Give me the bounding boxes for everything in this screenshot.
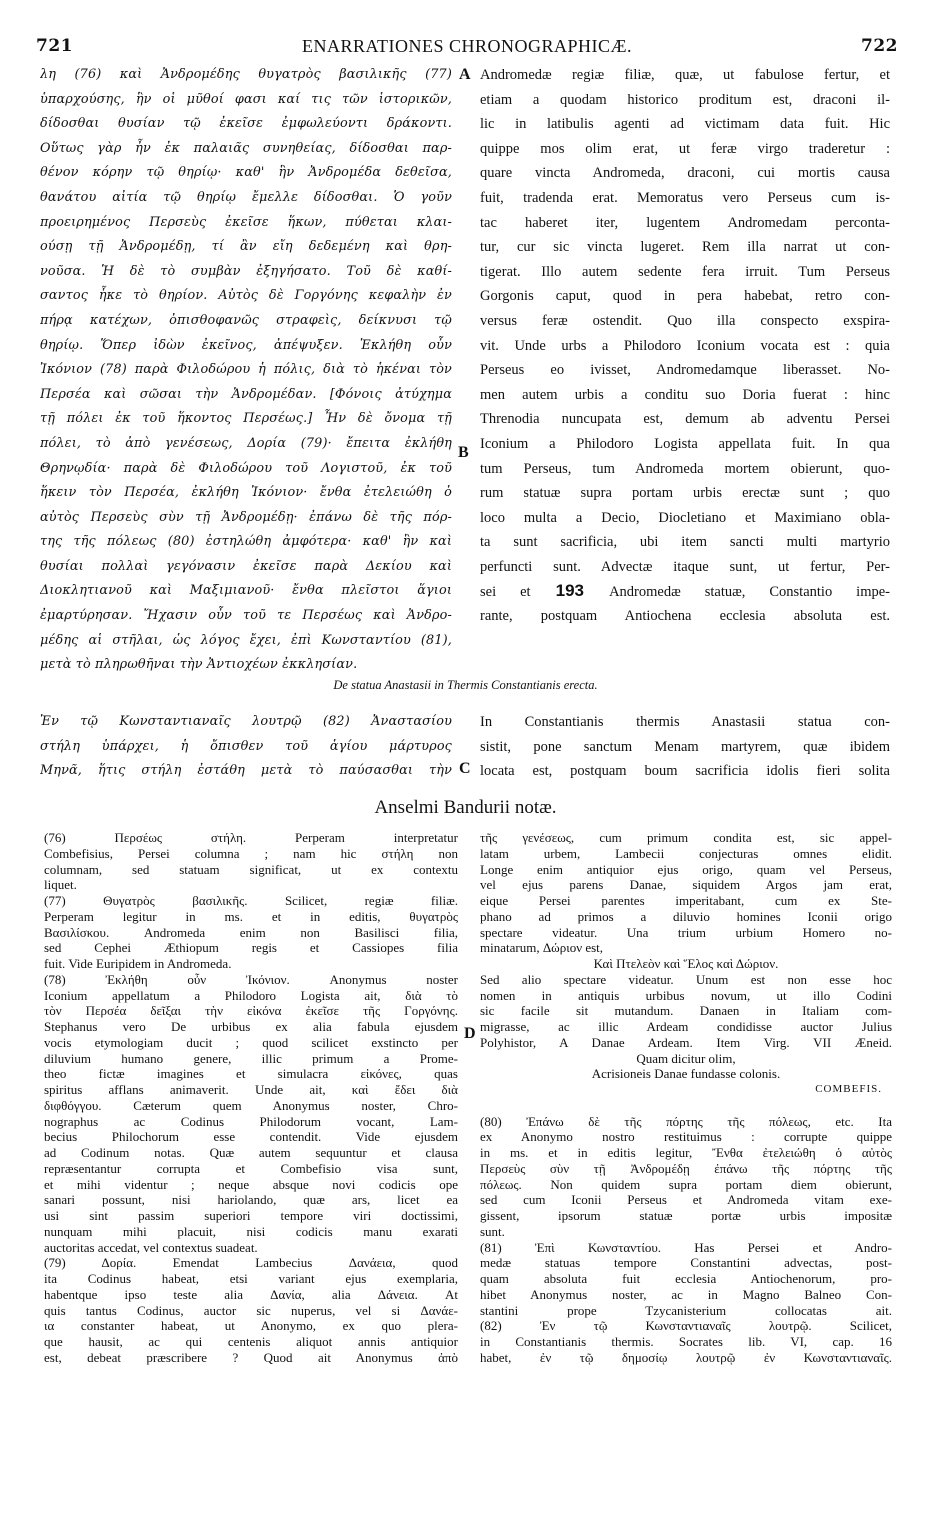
running-header (36, 36, 898, 58)
note-line: est, debeat præscribere ? Quod ait Anonymus ἀπὸ (44, 1349, 458, 1365)
note-line: sed cum Iconii Perseus et Andromeda vitam exe- (480, 1192, 892, 1208)
latin-line: rum statuæ supra portam urbis erectæ sunt ; quo (480, 485, 890, 502)
note-line: phano ad primos a diluvio homines Iconii origo (480, 908, 892, 924)
greek-line: πόλει, τὸ ἀπὸ γενέσεως, Δορία (79)· ἔπειτα ἐκλήθη (40, 435, 452, 451)
note-line: auctoritas accedat, vel contextus suadeat. (44, 1239, 258, 1255)
note-line: τῆς γενέσεως, cum primum condita est, sic appel- (480, 830, 892, 845)
note-line: Βασιλίσκου. Andromeda enim non Basilisci filia, (44, 924, 458, 940)
greek-line: Θρηνῳδία· παρὰ δὲ Φιλοδώρου τοῦ Λογιστοῦ, ἐκ τοῦ (40, 460, 452, 476)
margin-letter-c: C (459, 760, 471, 777)
latin-line: vit. Unde urbs a Philodoro Iconium vocata est : quia (480, 337, 890, 354)
section-latin-line: locata est, postquam boum sacrificia idolis fieri solita (480, 763, 890, 780)
note-line: becius Philochorum esse contendit. Vide ejusdem (44, 1129, 458, 1145)
note-line: columnam, sed statuam significat, ut ex contextu (44, 861, 458, 877)
note-line: Longe enim antiquior ejus origo, quam vel Perseus, (480, 861, 892, 877)
note-line: sic facile sit mutandum. Danaen in Italiam com- (480, 1003, 892, 1019)
greek-line: Ἰκόνιον (78) παρὰ Φιλοδώρου ἡ πόλις, διὰ τὸ ἡκέναι τὸν (40, 362, 452, 378)
margin-letter-a: A (459, 66, 471, 83)
note-line: usi sint passim superiori tempore viri doctissimi, (44, 1208, 458, 1223)
note-line: (82) Ἐν τῷ Κωνσταντιαναῖς λουτρῷ. Scilicet, (480, 1318, 892, 1334)
note-line: spiritus afflans animaverit. Unde ait, καὶ ἔδει διὰ (44, 1082, 458, 1097)
greek-line: θυσίαι πολλαὶ γεγόνασιν ἐκεῖσε παρὰ Δεκίου καὶ (40, 558, 452, 574)
section-latin-line: sistit, pone sanctum Menam martyrem, quæ ibidem (480, 738, 890, 755)
greek-line: θανάτου αἰτία τῷ θηρίῳ ἔμελλε δίδοσθαι. Ὁ γοῦν (40, 189, 452, 205)
notes-left-column (44, 830, 458, 1366)
note-line: in Constantianis thermis. Socrates lib. VI, cap. 16 (480, 1334, 892, 1349)
latin-line: perfuncti sunt. Advectæ itaque sunt, ut fertur, Per- (480, 558, 890, 575)
greek-line: Οὕτως γὰρ ἦν ἐκ παλαιᾶς συνηθείας, δίδοσθαι παρ- (40, 140, 452, 156)
note-line: diluvium humano genere, illic primum a Prome- (44, 1050, 458, 1066)
greek-line: τῇ πόλει ἐκ τοῦ ἥκοντος Περσέως.] Ἦν δὲ ὄνομα τῇ (40, 411, 452, 427)
greek-line: αὐτὸς Περσεὺς σὺν τῇ Ἀνδρομέδῃ· ἐπάνω δὲ τῆς πόρ- (40, 509, 452, 525)
latin-line: tac haberet iter, lugentem Andromedam perconta- (480, 214, 890, 231)
section-latin-line: In Constantianis thermis Anastasii statua con- (480, 714, 890, 730)
section-greek-line: στήλη ὑπάρχει, ἡ ὄπισθεν τοῦ ἁγίου μάρτυρος (40, 738, 452, 754)
greek-line: σαντος ἧκε τὸ θηρίον. Αὐτὸς δὲ Γοργόνης κεφαλὴν ἐν (40, 288, 452, 304)
note-line: liquet. (44, 877, 77, 893)
note-line: fuit. Vide Euripidem in Andromeda. (44, 956, 232, 971)
latin-line: etiam a quodam historico proditum est, draconi il- (480, 91, 890, 108)
note-line: spectare videatur. Una trium urbium Homero no- (480, 924, 892, 940)
note-line: Acrisioneis Danae fundasse colonis. (591, 1066, 781, 1082)
note-line: (80) Ἐπάνω δὲ τῆς πόρτης τῆς πόλεως, etc. Ita (480, 1113, 892, 1129)
latin-line: loco multa a Decio, Diocletiano et Maximiano obla- (480, 509, 890, 526)
margin-letter-d: D (464, 1025, 476, 1042)
note-line: habet, ἐν τῷ δημοσίῳ λουτρῷ ἐν Κωνσταντιαναῖς. (480, 1349, 892, 1365)
latin-line-part: Andromedæ statuæ, Constantio impe- (609, 584, 890, 601)
latin-line: versus feræ ostendit. Quo illa conspecto exspira- (480, 312, 890, 329)
note-line: Stephanus vero De urbibus ex alia fabula ejusdem (44, 1019, 458, 1034)
note-line: migrasse, ac illic Ardeam condidisse auctor Julius (480, 1019, 892, 1034)
note-line: (79) Δορία. Emendat Lambecius Δανάεια, quod (44, 1255, 458, 1271)
latin-line-part: sei et (480, 584, 531, 601)
note-line: (76) Περσέως στήλη. Perperam interpretatur (44, 830, 458, 845)
latin-line: fuit, tradenda erat. Memoratus vero Perseus cum is- (480, 189, 890, 206)
note-line: Περσεὺς σὺν τῇ Ἀνδρομέδῃ ἐπάνω τῆς πόρτης τῆς (480, 1160, 892, 1176)
greek-line: ὑπαρχούσης, ἣν οἱ μῦθοί φασι καί τις τῶν ἱστορικῶν, (40, 91, 452, 107)
note-line: nographus ac Codinus Philodorum vocant, Lam- (44, 1113, 458, 1129)
greek-line: νοῦσα. Ἡ δὲ τὸ συμβὰν ἐξηγήσατο. Τοῦ δὲ καθί- (40, 263, 452, 279)
note-line: sanari possunt, nisi hariolando, quæ ars, licet ea (44, 1192, 458, 1208)
latin-line: tum Perseus, tum Andromeda mortem obierunt, quo- (480, 460, 890, 477)
note-line: (81) Ἐπὶ Κωνσταντίου. Has Persei et Andro- (480, 1239, 892, 1255)
note-line: latam urbem, Lambecii conjecturas omnes elidit. (480, 845, 892, 861)
latin-line: Iconium a Philodoro Logista appellata fuit. In qua (480, 435, 890, 452)
margin-letter-b: B (458, 444, 469, 461)
greek-line: Διοκλητιανοῦ καὶ Μαξιμιανοῦ· ἔνθα πλεῖστοι ἅγιοι (40, 583, 452, 599)
section-greek-line: Ἐν τῷ Κωνσταντιαναῖς λουτρῷ (82) Ἀναστασίου (40, 714, 452, 729)
latin-line (480, 579, 890, 604)
note-line: medæ statuas tempore Constantini advectas, post- (480, 1255, 892, 1271)
note-line: vel ejus parens Danae, siquidem Argos jam erat, (480, 877, 892, 893)
note-line: repræsentantur corrupta et Combefisio visa sunt, (44, 1160, 458, 1176)
latin-line: Gorgonis caput, quod in pera habebat, retro con- (480, 288, 890, 305)
page-number-right: 722 (861, 36, 898, 56)
latin-line: lic in latibulis agenti ad victimam data fuit. Hic (480, 116, 890, 133)
latin-line: Threnodia nuncupata est, demum ab adventu Persei (480, 411, 890, 428)
note-line: que hausit, ac qui centenis aliquot annis antiquior (44, 1334, 458, 1349)
note-line: ad Codinum notas. Quæ autem sequuntur et clausa (44, 1145, 458, 1160)
latin-line: men autem urbis a conditu suo Doria fuerat : hinc (480, 386, 890, 403)
note-line: Sed alio spectare videatur. Unum est non esse hoc (480, 971, 892, 987)
greek-line: Περσέα καὶ σῶσαι τὴν Ἀνδρομέδαν. [Φόνοις ἀτύχημα (40, 386, 452, 402)
greek-line: θηρίῳ. Ὅπερ ἰδὼν ἐκεῖνος, ἀπέψυξεν. Ἐκλήθη οὖν (40, 337, 452, 353)
note-line: Perperam legitur in ms. et in editis, θυγατρὸς (44, 908, 458, 924)
note-line: Iconium appellatum a Philodoro Logista ait, διὰ τὸ (44, 987, 458, 1003)
notes-title: Anselmi Bandurii notæ. (374, 797, 557, 818)
note-line: sunt. (480, 1223, 505, 1239)
note-line: quam absoluta fuit ecclesia Antiochenorum, pro- (480, 1271, 892, 1286)
note-line: stantini prope Tzycanisterium collocatas ait. (480, 1302, 892, 1318)
note-line: habentque ipso teste alia Δανία, alia Δάνεια. At (44, 1286, 458, 1302)
note-line: theo fictæ imagines et simulacra εἰκόνες, quas (44, 1066, 458, 1082)
note-line: Quam dicitur olim, (636, 1050, 736, 1066)
greek-line: δίδοσθαι θυσίαν τῷ ἐκεῖσε ἐμφωλεύοντι δράκοντι. (40, 116, 452, 132)
latin-line: quippe mos olim erat, ut feræ virgo traderetur : (480, 140, 890, 157)
note-line: ex Anonymo nostro restituimus : corrupte quippe (480, 1129, 892, 1145)
note-line: ια constanter habeat, ut Anonymo, ex quo plera- (44, 1318, 458, 1334)
greek-line: μετὰ τὸ πληρωθῆναι τὴν Ἀντιοχέων ἐκκλησίαν. (40, 657, 358, 673)
note-line: πόλεως. Non quidem supra portam diem obierunt, (480, 1176, 892, 1192)
column-number: 193 (530, 581, 610, 601)
latin-line: rante, postquam Antiochena ecclesia absoluta est. (480, 608, 890, 625)
greek-line: προειρημένος Περσεὺς ἐκεῖσε ἥκων, πύθεται κλαι- (40, 214, 452, 230)
note-line: τὸν Περσέα δεῖξαι τὴν εἰκόνα ἐκεῖσε τῆς Γοργόνης. (44, 1003, 458, 1019)
latin-line: Perseus eo ivisset, Andromedamque liberasset. No- (480, 362, 890, 379)
note-line: sed Cephei Æthiopum regis et Cassiopes filia (44, 940, 458, 956)
greek-line: θένον κόρην τῷ θηρίῳ· καθ' ἣν Ἀνδρομέδα δεθεῖσα, (40, 165, 452, 181)
greek-line: λη (76) καὶ Ἀνδρομέδης θυγατρὸς βασιλικῆς (77) (40, 67, 452, 82)
greek-line: μέδης αἱ στῆλαι, ὡς λόγος ἔχει, ἐπὶ Κωνσταντίου (81), (40, 632, 452, 648)
latin-line: tigerat. Illo autem sedente fera irruit. Tum Perseus (480, 263, 890, 280)
note-line: Combefisius, Persei columna ; nam hic στήλη non (44, 845, 458, 861)
greek-line: της τῆς πόλεως (80) ἐστηλώθη ἀμφότερα· καθ' ἣν καὶ (40, 534, 452, 550)
latin-line: tur, cur sic vincta lugeret. Rem illa narrat ut con- (480, 239, 890, 256)
page-number-left: 721 (36, 36, 73, 56)
latin-text-column (480, 63, 890, 629)
section-greek-text (40, 710, 452, 784)
section-latin-text (480, 710, 890, 784)
note-line: in ms. et in editis legitur, Ἔνθα ἐτελειώθη ὁ αὐτὸς (480, 1145, 892, 1160)
latin-line: Andromedæ regiæ filiæ, quæ, ut fabulose fertur, et (480, 67, 890, 83)
notes-right-column (480, 830, 892, 1366)
note-line: nunquam mihi placuit, nisi codicis manu exarati (44, 1223, 458, 1239)
running-title: ENARRATIONES CHRONOGRAPHICÆ. (301, 36, 633, 56)
greek-line: ούσῃ τῇ Ἀνδρομέδῃ, τί ἂν εἴη δεδεμένη καὶ θρη- (40, 239, 452, 255)
note-line: διφθόγγου. Cæterum quem Anonymus noster, Chro- (44, 1097, 458, 1113)
greek-line: ἥκειν τὸν Περσέα, ἐκλήθη Ἰκόνιον· ἔνθα ἐτελειώθη ὁ (40, 485, 452, 501)
note-line: COMBEFIS. (815, 1083, 882, 1095)
note-line: minatarum, Δώριον est, (480, 940, 604, 956)
note-line: quis tantus Codinus, auctor sic nuperus, vel si Δανάε- (44, 1302, 458, 1318)
greek-line: ἐμαρτύρησαν. Ἤχασιν οὖν τοῦ τε Περσέως καὶ Ἀνδρο- (40, 608, 452, 624)
section-greek-line: Μηνᾶ, ἥτις στήλη ἐστάθη μετὰ τὸ παύσασθαι τὴν (40, 763, 452, 779)
note-line: nomen in antiquis urbibus novum, ut illo Codini (480, 987, 892, 1003)
note-line: eique Persei parentes imperitabant, cum ex Ste- (480, 893, 892, 908)
latin-line: quare vincta Andromeda, draconi, cui mortis causa (480, 165, 890, 182)
latin-line: ta sunt sacrificia, ubi item sancti multi martyrio (480, 534, 890, 551)
note-line: Polyhistor, A Danae Ardeam. Item Virg. VII Æneid. (480, 1034, 892, 1050)
note-line (480, 1098, 892, 1114)
greek-text-column (40, 63, 452, 678)
note-line: Καὶ Πτελεὸν καὶ Ἕλος καὶ Δώριον. (593, 956, 779, 971)
note-line: hibet Anonymus noster, ac in Magno Balneo Con- (480, 1286, 892, 1302)
note-line: et mihi videntur ; neque absque novi codicis ope (44, 1176, 458, 1192)
section-title: De statua Anastasii in Thermis Constantianis erecta. (333, 678, 598, 692)
note-line: (77) Θυγατρὸς βασιλικῆς. Scilicet, regiæ filiæ. (44, 893, 458, 908)
note-line: gissent, ipsorum statuæ portæ urbis impositæ (480, 1208, 892, 1223)
note-line: ita Codinus habeat, etsi variant ejus exemplaria, (44, 1271, 458, 1286)
greek-line: πήρᾳ κατέχων, ὀπισθοφανῶς στραφεὶς, δείκνυσι τῷ (40, 312, 452, 328)
note-line: vocis etymologiam ducit ; quod scilicet exstincto per (44, 1034, 458, 1050)
note-line: (78) Ἐκλήθη οὖν Ἰκόνιον. Anonymus noster (44, 971, 458, 987)
